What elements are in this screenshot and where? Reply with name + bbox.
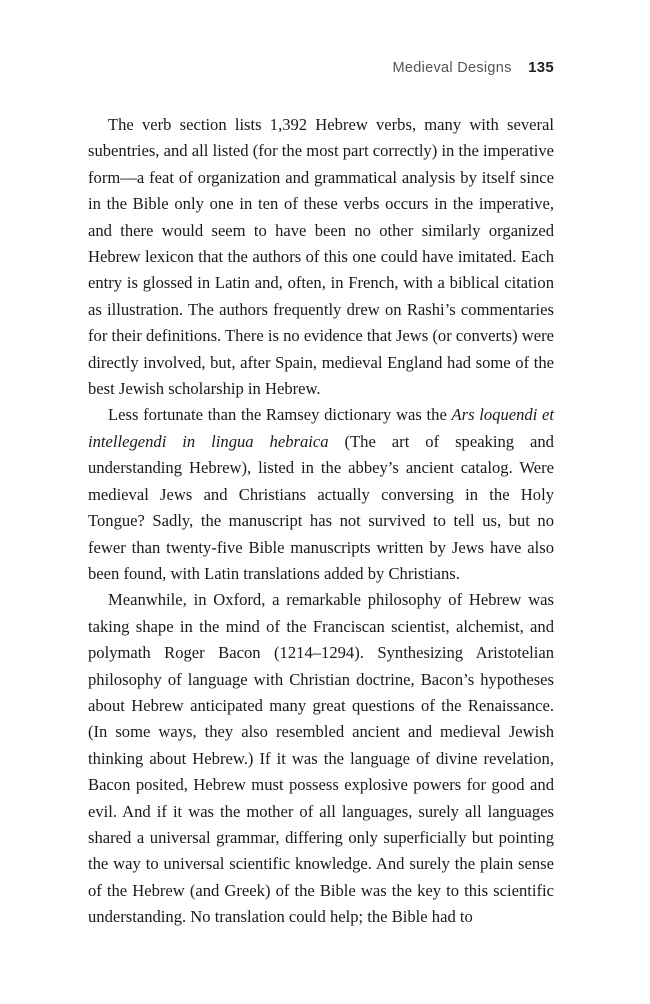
body-text (88, 112, 554, 931)
running-head-title: Medieval Designs (392, 60, 512, 76)
paragraph-ars-loquendi-after: (The art of speaking and understanding Hebrew), listed in the abbey’s ancient catalog. Were medieval Jews and Christians actually conversing in the Holy Tongue? Sadly, the manuscript has not survived to tell us, but no fewer than twenty-five Bible manuscripts written by Jews have also been found, with Latin translations added by Christians. (88, 431, 554, 583)
paragraph-verb-section: The verb section lists 1,392 Hebrew verbs, many with several subentries, and all listed (for the most part correctly) in the imperative form—a feat of organization and grammatical analysis by itself since in the Bible only one in ten of these verbs occurs in the imperative, and there would seem to have been no other similarly organized Hebrew lexicon that the authors of this one could have imitated. Each entry is glossed in Latin and, often, in French, with a biblical citation as illustration. The authors frequently drew on Rashi’s commentaries for their definitions. There is no evidence that Jews (or converts) were directly involved, but, after Spain, medieval England had some of the best Jewish scholarship in Hebrew. (88, 115, 555, 399)
paragraph-roger-bacon: Meanwhile, in Oxford, a remarkable philosophy of Hebrew was taking shape in the mind of the Franciscan scientist, alchemist, and polymath Roger Bacon (1214–1294). Synthesizing Aristotelian philosophy of language with Christian doctrine, Bacon’s hypotheses about Hebrew anticipated many great questions of the Renaissance. (In some ways, they also resembled ancient and medieval Jewish thinking about Hebrew.) If it was the language of divine revelation, Bacon posited, Hebrew must possess explosive powers for good and evil. And if it was the mother of all languages, surely all languages shared a universal grammar, differing only superficially but pointing the way to universal scientific knowledge. And surely the plain sense of the Hebrew (and Greek) of the Bible was the key to this scientific understanding. No translation could help; the Bible had to (88, 590, 554, 927)
paragraph-ars-loquendi-before: Less fortunate than the Ramsey dictionary was the (108, 405, 452, 425)
running-head (392, 59, 554, 76)
page-number: 135 (528, 59, 554, 76)
paragraph-ars-loquendi (88, 402, 554, 587)
book-title-ars-loquendi: Ars loquendi et intellegendi in lingua hebraica (88, 405, 554, 451)
